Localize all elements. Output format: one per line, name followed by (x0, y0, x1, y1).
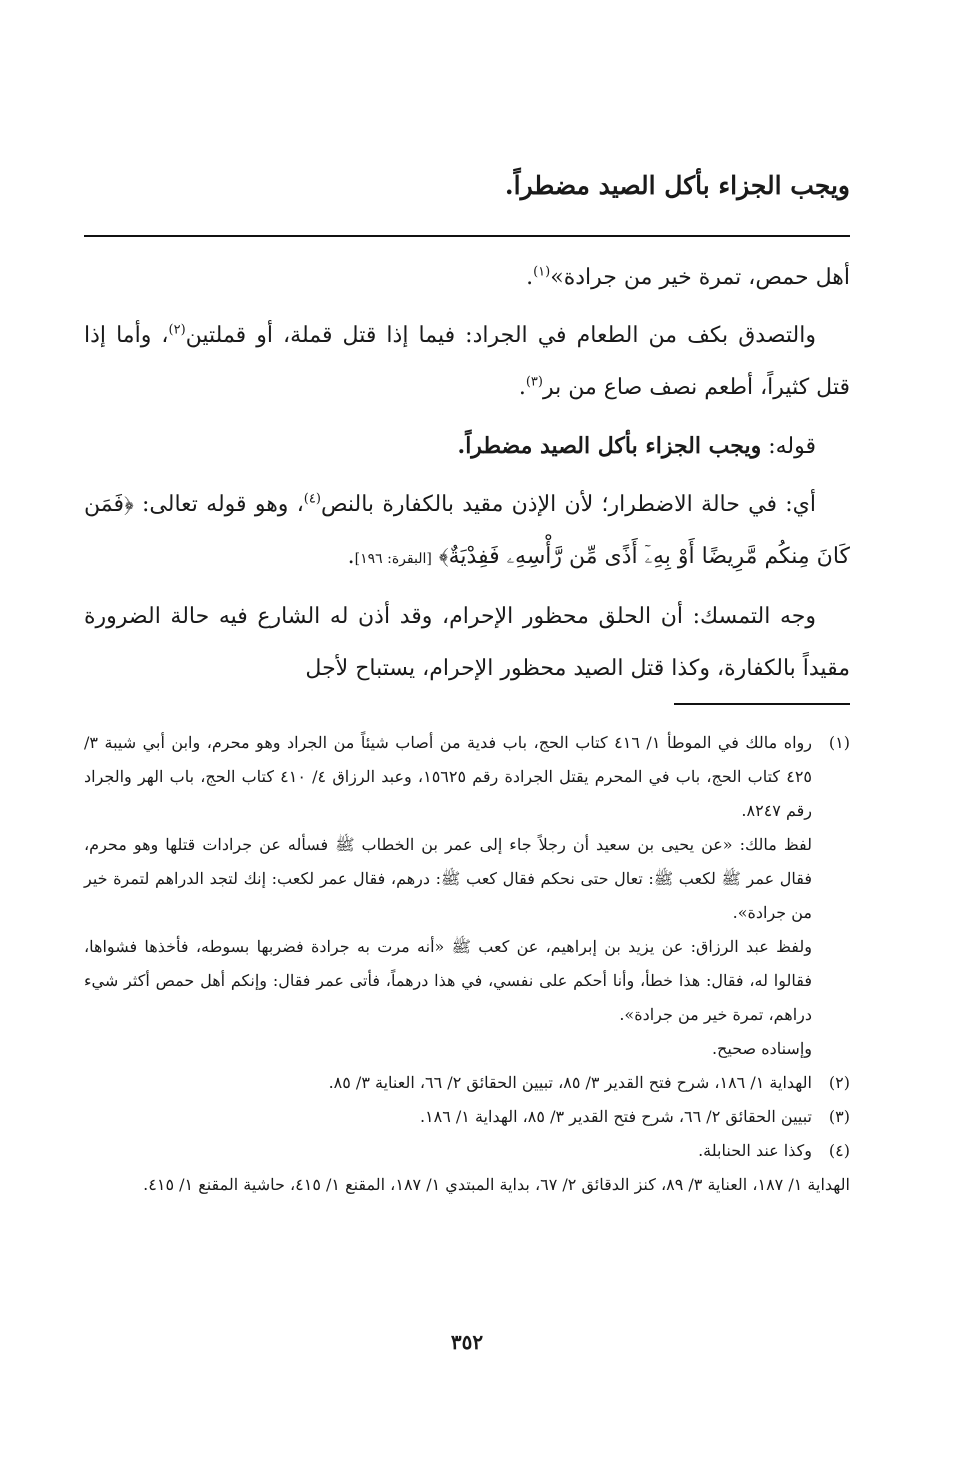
paragraph-1-end: . (526, 265, 534, 290)
heading-divider (84, 235, 850, 237)
footnote-body (84, 1100, 812, 1134)
section-heading: ويجب الجزاء بأكل الصيد مضطراً. (504, 171, 850, 200)
paragraph-2-text-b: ، وأما إذا قتل كثيراً، أطعم نصف صاع من بر (84, 323, 850, 400)
footnote-number: (٤) (828, 1141, 850, 1160)
footnote-paragraph: الهداية ١/ ١٨٦، شرح فتح القدير ٣/ ٨٥، تبيين الحقائق ٢/ ٦٦، العناية ٣/ ٨٥. (328, 1073, 812, 1092)
paragraph-2-end: . (518, 375, 526, 400)
footnote-paragraph: وكذا عند الحنابلة. (698, 1141, 812, 1160)
paragraph-5: وجه التمسك: أن الحلق محظور الإحرام، وقد أذن له الشارع فيه حالة الضرورة مقيداً بالكفارة، وكذا قتل الصيد محظور الإحرام، يستباح لأجل (84, 604, 850, 681)
paragraph-4-text-a: أي: في حالة الاضطرار؛ لأن الإذن مقيد بالكفارة بالنص (320, 492, 816, 517)
paragraph-4-text-b: ، وهو قوله تعالى: ﴿فَمَن كَانَ مِنكُم مَّرِيضًا أَوْ بِهِۦٓ أَذًى مِّن رَّأْسِهِۦ فَفِدْيَةٌ﴾ (84, 492, 850, 569)
footnote-paragraph: ولفظ عبد الرزاق: عن يزيد بن إبراهيم، عن كعب ﷺ «أنه مرت به جرادة فضربها بسوطه، فأخذها فشواها، فقالوا له، فقال: هذا خطأ، وأنا أحكم على نفسي، في هذا درهماً، فأتى عمر فقال: وإنكم أهل حمص أكثر شيء دراهم، تمرة خير من جرادة». (84, 937, 812, 1024)
paragraph-3-quote: ويجب الجزاء بأكل الصيد مضطراً. (457, 433, 762, 459)
main-text (84, 252, 850, 701)
footnote-4 (84, 1134, 850, 1168)
footnote-ref-4[interactable]: (٤) (303, 491, 321, 507)
footnote-number: (٢) (828, 1073, 850, 1092)
paragraph-2 (84, 310, 850, 414)
footnote-body (84, 1134, 812, 1168)
verse-reference: [البقرة: ١٩٦] (354, 551, 432, 567)
paragraph-1 (84, 252, 850, 304)
footnote-ref-2[interactable]: (٢) (168, 322, 186, 338)
footnote-paragraph: رواه مالك في الموطأ ١/ ٤١٦ كتاب الحج، باب فدية من أصاب شيئاً من الجراد وهو محرم، وابن أبي شيبة ٣/ ٤٢٥ كتاب الحج، باب في المحرم يقتل الجرادة رقم ١٥٦٢٥، وعبد الرزاق ٤/ ٤١٠ كتاب الحج، باب الهر والجراد رقم ٨٢٤٧. (84, 733, 813, 820)
footnote-1 (84, 726, 850, 1066)
paragraph-3 (84, 420, 850, 473)
footnote-paragraph: وإسناده صحيح. (711, 1039, 812, 1058)
footnote-paragraph: لفظ مالك: «عن يحيى بن سعيد أن رجلاً جاء إلى عمر بن الخطاب ﷺ فسأله عن جرادات قتلها وهو محرم، فقال عمر ﷺ لكعب ﷺ: تعال حتى نحكم فقال كعب ﷺ: درهم، فقال عمر لكعب: إنك لتجد الدراهم لتمرة خير من جرادة». (84, 835, 812, 922)
page-number: ٣٥٢ (450, 1330, 484, 1354)
footnote-2 (84, 1066, 850, 1100)
book-page (84, 0, 850, 1477)
footnote-continuation: الهداية ١/ ١٨٧، العناية ٣/ ٨٩، كنز الدقائق ٢/ ٦٧، بداية المبتدي ١/ ١٨٧، المقنع ١/ ٤١٥، حاشية المقنع ١/ ٤١٥. (143, 1175, 850, 1194)
footnote-body (84, 1066, 812, 1100)
footnote-body (84, 726, 812, 1066)
paragraph-4-end: . (347, 544, 355, 569)
footnote-number: (٣) (828, 1107, 850, 1126)
paragraph-2-text-a: والتصدق بكف من الطعام في الجراد: فيما إذا قتل قملة، أو قملتين (185, 323, 817, 348)
footnote-divider (674, 703, 850, 705)
footnote-3 (84, 1100, 850, 1134)
paragraph-3-lead: قوله: (761, 434, 816, 459)
footnotes (84, 726, 850, 1202)
footnote-ref-3[interactable]: (٣) (525, 374, 543, 390)
paragraph-4 (84, 479, 850, 585)
footnote-ref-1[interactable]: (١) (533, 264, 551, 280)
paragraph-1-text: أهل حمص، تمرة خير من جرادة» (550, 265, 850, 290)
footnote-paragraph: تبيين الحقائق ٢/ ٦٦، شرح فتح القدير ٣/ ٨٥، الهداية ١/ ١٨٦. (419, 1107, 812, 1126)
footnote-number: (١) (828, 733, 850, 752)
